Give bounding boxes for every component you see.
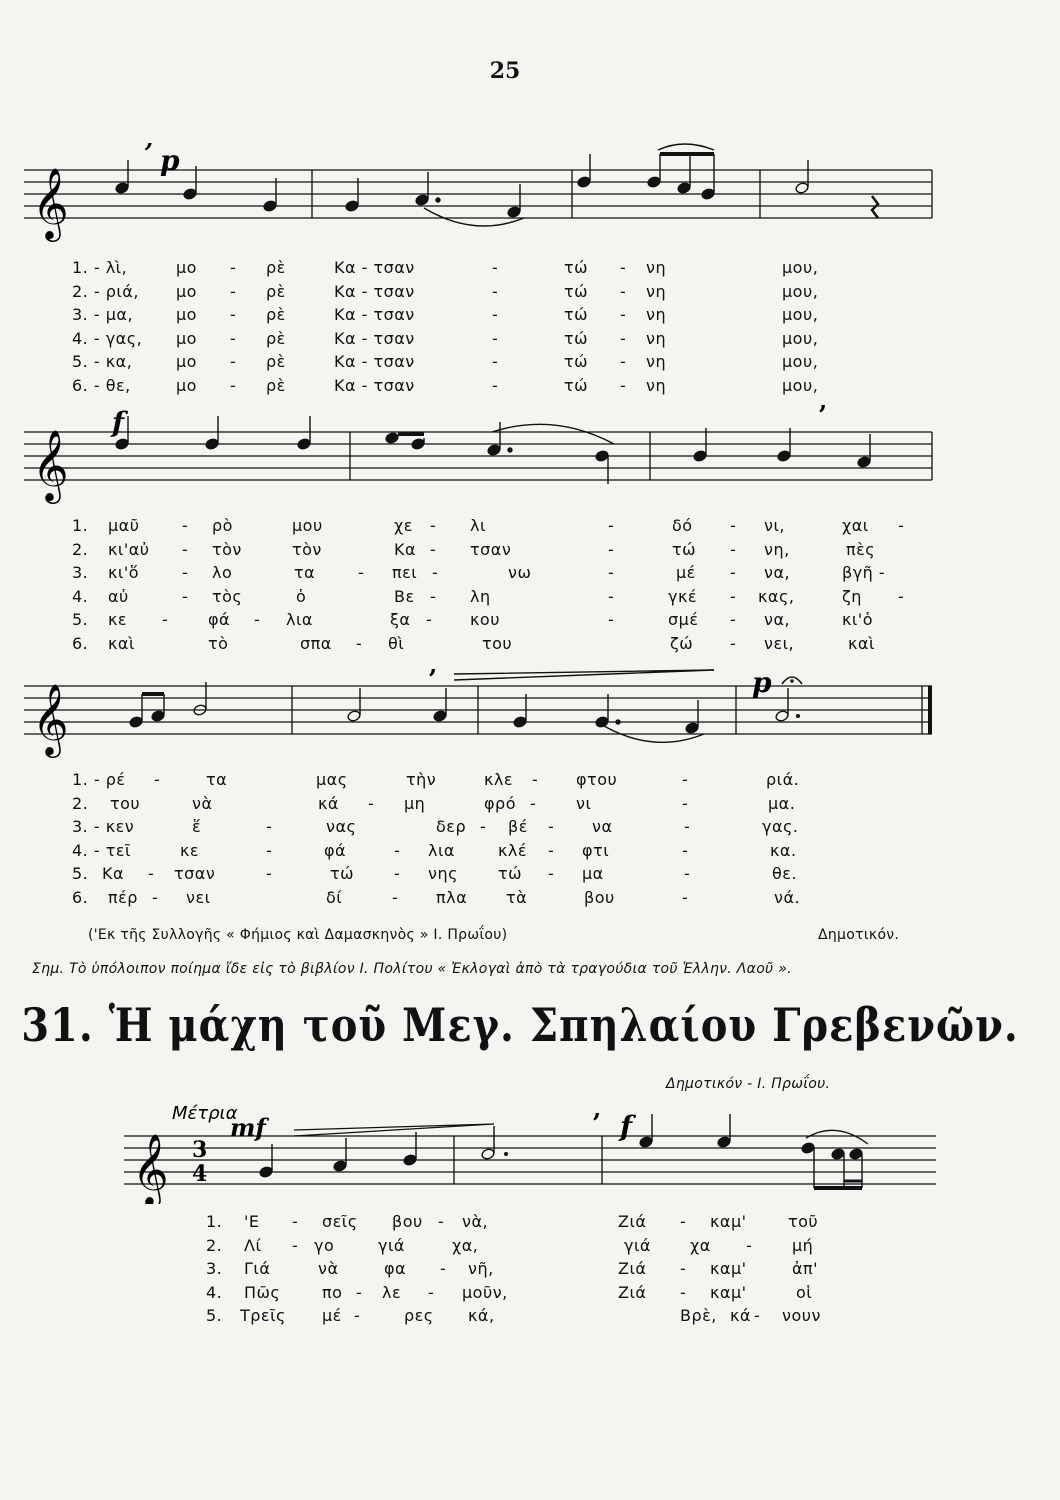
lyric-line: 5. κε - φά - λια ξα - κου - σμέ - να, κι'ὁ bbox=[72, 610, 874, 629]
time-signature-top: 3 bbox=[192, 1137, 208, 1163]
time-signature-bottom: 4 bbox=[192, 1161, 208, 1187]
lyric-line: 6. - θε, μο - ρὲ Κα - τσαν - τώ - νη μου, bbox=[72, 375, 819, 395]
attribution: Δημοτικόν - Ι. Πρωΐου. bbox=[666, 1076, 831, 1092]
page-number: 25 bbox=[489, 58, 521, 84]
source-note: ('Εκ τῆς Συλλογῆς « Φήμιος καὶ Δαμασκηνὸς » Ι. Πρωΐου) bbox=[88, 927, 508, 943]
lyric-line: 4. - γας, μο - ρὲ Κα - τσαν - τώ - νη μου, bbox=[72, 328, 819, 348]
lyric-line: 3. - μα, μο - ρὲ Κα - τσαν - τώ - νη μου, bbox=[72, 305, 819, 324]
lyric-line: 4. αὐ - τὸς ὁ Βε - λη - γκέ - κας, ζη - bbox=[72, 586, 905, 606]
treble-clef-icon: 𝄞 bbox=[32, 428, 69, 501]
song-title: 31. Ἡ μάχη τοῦ Μεγ. Σπηλαίου Γρεβενῶν. bbox=[21, 998, 1019, 1053]
lyric-line: 6. καὶ τὸ σπα - θὶ του ζώ - νει, καὶ bbox=[72, 633, 875, 653]
lyrics-system-2 bbox=[72, 516, 952, 657]
treble-clef-icon: 𝄞 bbox=[32, 166, 69, 239]
breath-mark: ’ bbox=[592, 1109, 602, 1139]
lyric-line: 5. Κα - τσαν - τώ - νης τώ - μα - θε. bbox=[72, 864, 798, 883]
staff-system-1 bbox=[24, 140, 936, 250]
staff-system-4 bbox=[124, 1094, 940, 1204]
remark-note: Σημ. Τὸ ὑπόλοιπον ποίημα ἴδε εἰς τὸ βιβλίον Ι. Πολίτου « Ἐκλογαὶ ἀπὸ τὰ τραγούδια τοῦ Ἑλλην. Λαοῦ ». bbox=[32, 961, 792, 977]
lyric-line: 3. - κεν ἕ - νας δερ - βέ - να - γας. bbox=[72, 817, 799, 836]
lyric-line: 3. Γιά νὰ φα - νῆ, Ζιά - καμ' ἀπ' bbox=[206, 1259, 819, 1278]
breath-mark: ’ bbox=[428, 665, 438, 695]
lyric-line: 1. - λὶ, μο - ρὲ Κα - τσαν - τώ - νη μου, bbox=[72, 258, 819, 277]
lyric-line: 2. του νὰ κά - μη φρό - νι - μα. bbox=[72, 793, 796, 813]
treble-clef-icon: 𝄞 bbox=[132, 1132, 169, 1204]
breath-mark: ’ bbox=[818, 402, 828, 431]
tempo-marking: Μέτρια bbox=[172, 1103, 238, 1124]
dynamic-mf: mf bbox=[230, 1113, 266, 1142]
dynamic-f: f bbox=[620, 1110, 633, 1143]
staff-system-3 bbox=[24, 656, 936, 766]
lyric-line: 5. - κα, μο - ρὲ Κα - τσαν - τώ - νη μου, bbox=[72, 352, 819, 371]
lyric-line: 4. Πῶς πο - λε - μοῦν, Ζιά - καμ' οἱ bbox=[206, 1282, 813, 1302]
lyric-line: 3. κι'ὅ - λο τα - πει - νω - μέ - να, βγῆ - bbox=[72, 563, 886, 582]
treble-clef-icon: 𝄞 bbox=[32, 682, 69, 755]
dynamic-f: f bbox=[112, 406, 125, 439]
lyrics-system-3 bbox=[72, 770, 952, 911]
lyric-line: 1. 'Ε - σεῖς βου - νὰ, Ζιά - καμ' τοῦ bbox=[206, 1212, 819, 1231]
lyric-line: 2. Λί - γο γιά χα, γιά χα - μή bbox=[206, 1235, 814, 1255]
lyric-line: 6. πέρ - νει δί - πλα τὰ βου - νά. bbox=[72, 887, 801, 907]
staff-system-2 bbox=[24, 402, 936, 512]
lyrics-system-1 bbox=[72, 258, 952, 399]
dynamic-p: p bbox=[752, 666, 772, 699]
lyric-line: 1. - ρέ - τα μας τὴν κλε - φτου - ριά. bbox=[72, 770, 800, 789]
breath-mark: ’ bbox=[144, 140, 154, 169]
dynamic-p: p bbox=[160, 144, 180, 177]
genre-note: Δημοτικόν. bbox=[818, 927, 900, 943]
lyric-line: 2. - ριά, μο - ρὲ Κα - τσαν - τώ - νη μου, bbox=[72, 281, 819, 301]
lyrics-system-4 bbox=[206, 1212, 926, 1330]
lyric-line: 5. Τρεῖς μέ - ρες κά, Βρὲ, κά - νουν bbox=[206, 1306, 821, 1325]
lyric-line: 1. μαῦ - ρὸ μου χε - λι - δό - νι, χαι - bbox=[72, 516, 905, 535]
lyric-line: 2. κι'αὐ - τὸν τὸν Κα - τσαν - τώ - νη, πὲς bbox=[72, 539, 876, 559]
lyric-line: 4. - τεῖ κε - φά - λια κλέ - φτι - κα. bbox=[72, 840, 797, 860]
